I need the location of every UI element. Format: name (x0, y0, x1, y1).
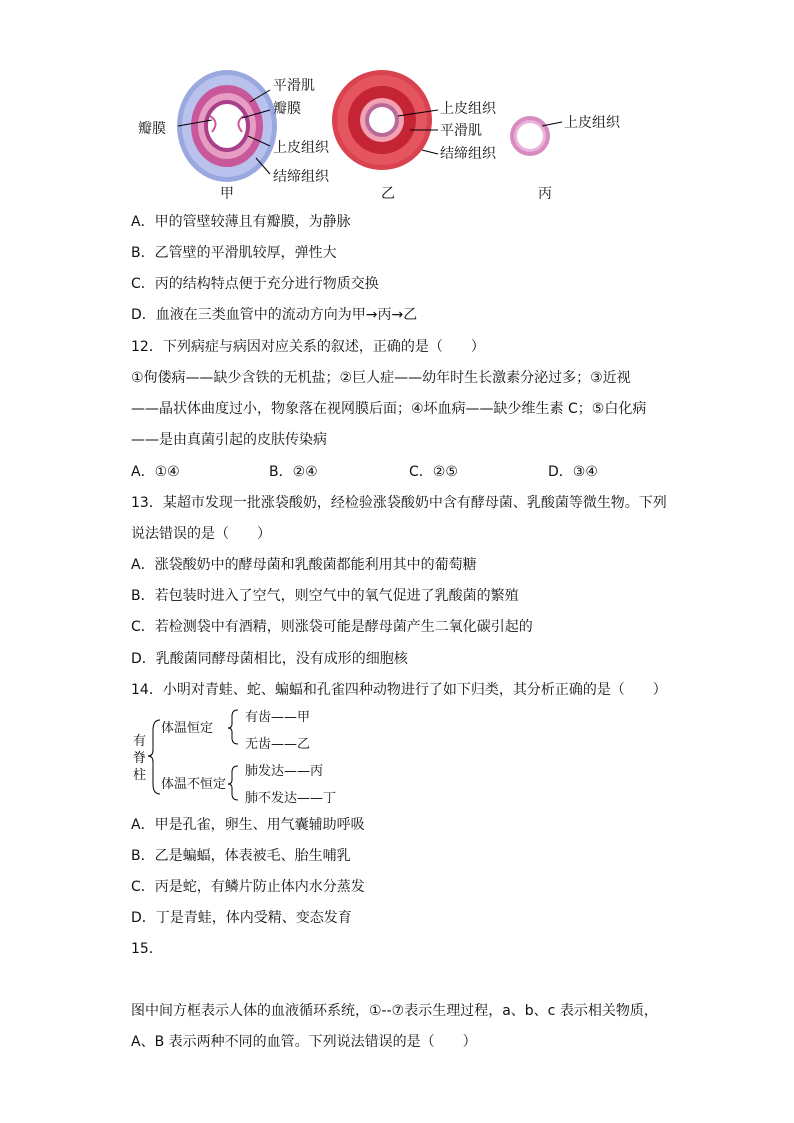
label-jia-smooth-muscle: 平滑肌 (273, 78, 315, 94)
tree-lung-developed: 肺发达——丙 (245, 764, 324, 779)
q14-option-c: C．丙是蛇，有鳞片防止体内水分蒸发 (131, 879, 365, 895)
q12-line-1: ①佝偻病——缺少含铁的无机盐；②巨人症——幼年时生长激素分泌过多；③近视 (131, 370, 631, 386)
tree-root-char-3: 柱 (133, 768, 147, 783)
q14-stem: 14．小明对青蛙、蛇、蝙蝠和孔雀四种动物进行了如下归类，其分析正确的是（ ） (131, 682, 667, 698)
q12-stem: 12．下列病症与病因对应关系的叙述，正确的是（ ） (131, 339, 485, 355)
q12-option-a: A．①④ (131, 464, 180, 480)
caption-bing: 丙 (538, 186, 552, 202)
tree-no-teeth: 无齿——乙 (245, 737, 311, 752)
q15-line-2: A、B 表示两种不同的血管。下列说法错误的是（ ） (131, 1034, 477, 1050)
label-yi-smooth-muscle: 平滑肌 (440, 123, 482, 139)
q14-option-b: B．乙是蝙蝠，体表被毛、胎生哺乳 (131, 848, 351, 864)
tree-warm-blooded: 体温恒定 (161, 721, 214, 736)
vessel-bing (510, 116, 562, 156)
vessel-jia (177, 70, 277, 182)
vessel-yi (332, 70, 438, 170)
tree-teeth: 有齿——甲 (245, 710, 311, 725)
q14-option-a: A．甲是孔雀，卵生、用气囊辅助呼吸 (131, 817, 365, 833)
q12-option-c: C．②⑤ (409, 464, 458, 480)
q12-option-b: B．②④ (269, 464, 318, 480)
q12-line-2: ——晶状体曲度过小，物象落在视网膜后面；④坏血病——缺少维生素 C；⑤白化病 (131, 401, 647, 417)
q11-option-c: C．丙的结构特点便于充分进行物质交换 (131, 276, 379, 292)
q11-option-d: D．血液在三类血管中的流动方向为甲→丙→乙 (131, 307, 418, 323)
q12-line-3: ——是由真菌引起的皮肤传染病 (131, 432, 327, 448)
q13-stem-1: 13．某超市发现一批涨袋酸奶，经检验涨袋酸奶中含有酵母菌、乳酸菌等微生物。下列 (131, 495, 667, 511)
label-jia-connective: 结缔组织 (273, 169, 329, 185)
q12-option-d: D．③④ (548, 464, 598, 480)
label-jia-valve-right: 瓣膜 (273, 101, 301, 117)
q13-option-c: C．若检测袋中有酒精，则涨袋可能是酵母菌产生二氧化碳引起的 (131, 619, 533, 635)
tree-cold-blooded: 体温不恒定 (161, 777, 227, 792)
blood-vessel-figure (130, 60, 690, 210)
q13-stem-2: 说法错误的是（ ） (131, 526, 271, 542)
tree-root-char-2: 脊 (133, 751, 147, 766)
q13-option-d: D．乳酸菌同酵母菌相比，没有成形的细胞核 (131, 651, 408, 667)
q11-option-b: B．乙管壁的平滑肌较厚，弹性大 (131, 245, 337, 261)
q15-number: 15． (131, 941, 163, 957)
label-yi-epithelium: 上皮组织 (440, 101, 496, 117)
q11-option-a: A．甲的管壁较薄且有瓣膜，为静脉 (131, 214, 351, 230)
q14-option-d: D．丁是青蛙，体内受精、变态发育 (131, 910, 352, 926)
label-yi-connective: 结缔组织 (440, 146, 496, 162)
label-jia-epithelium: 上皮组织 (273, 140, 329, 156)
caption-yi: 乙 (381, 186, 395, 202)
caption-jia: 甲 (220, 186, 234, 202)
q13-option-b: B．若包装时进入了空气，则空气中的氧气促进了乳酸菌的繁殖 (131, 588, 519, 604)
label-bing-epithelium: 上皮组织 (564, 115, 620, 131)
q13-option-a: A．涨袋酸奶中的酵母菌和乳酸菌都能利用其中的葡萄糖 (131, 557, 477, 573)
tree-root-char-1: 有 (133, 734, 147, 749)
label-jia-valve-left: 瓣膜 (138, 121, 166, 137)
q15-line-1: 图中间方框表示人体的血液循环系统，①--⑦表示生理过程，a、b、c 表示相关物质， (131, 1003, 658, 1019)
tree-lung-undeveloped: 肺不发达——丁 (245, 791, 337, 806)
